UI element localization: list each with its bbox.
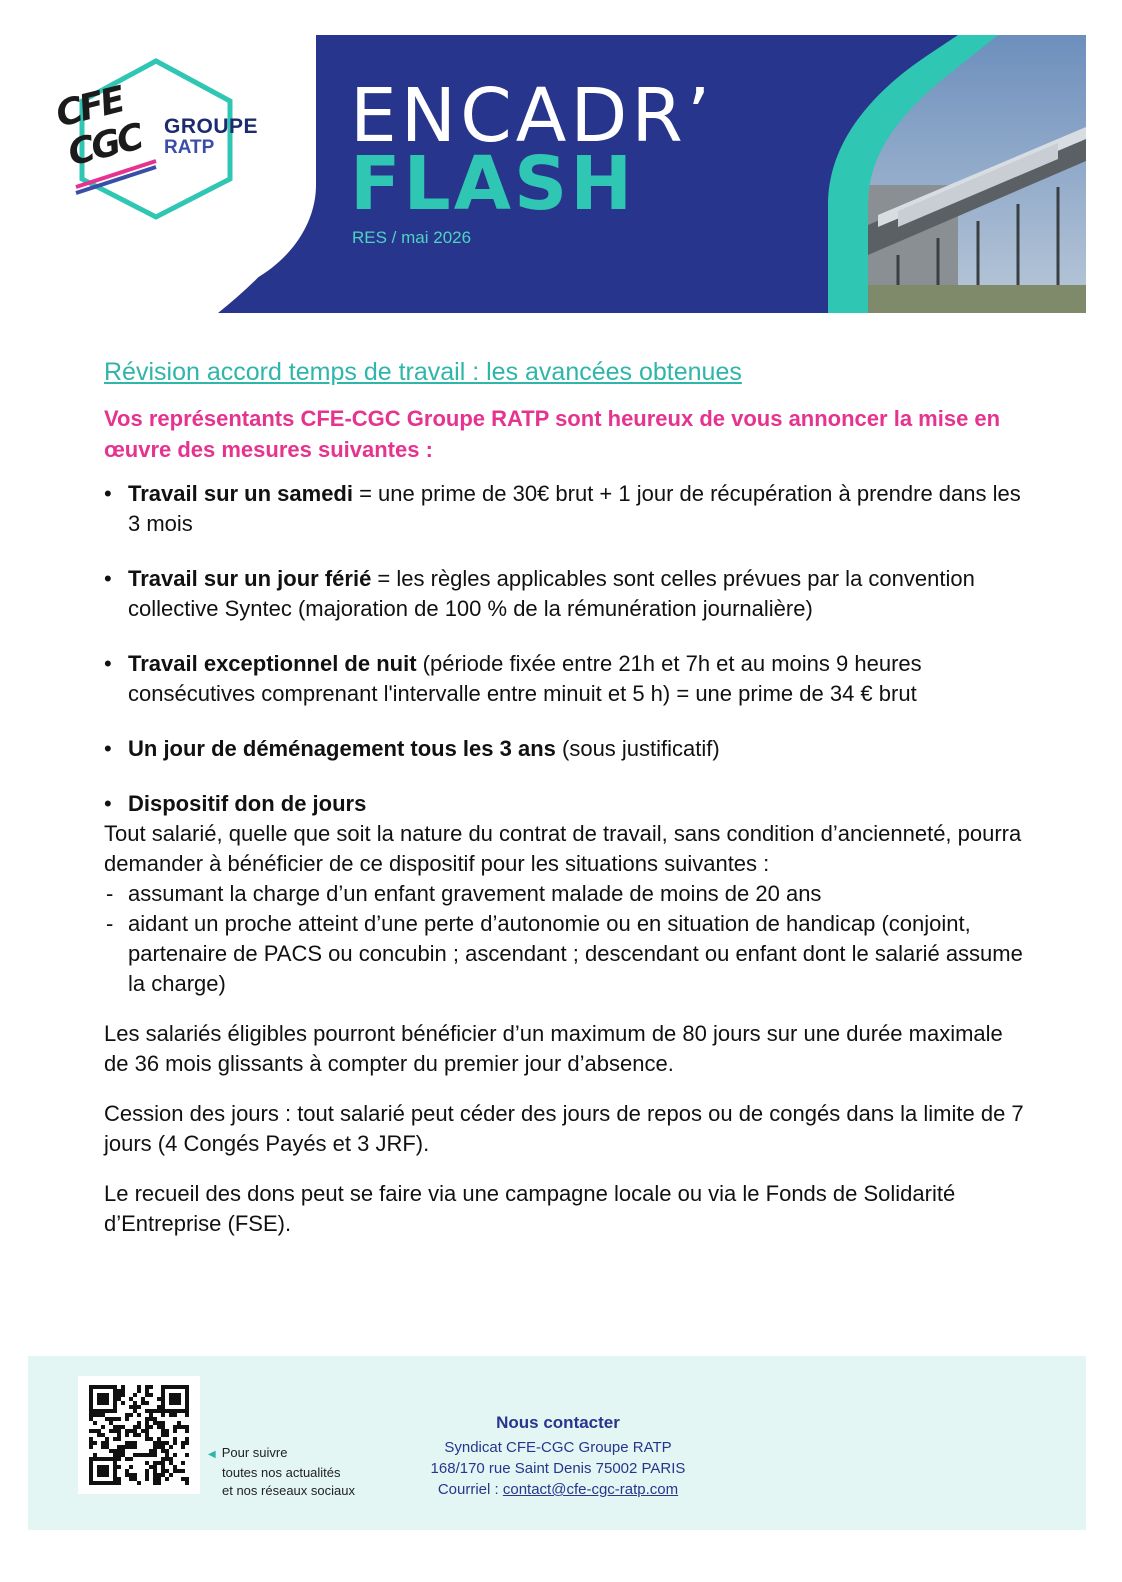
contact-title: Nous contacter xyxy=(496,1413,620,1432)
measure-title: Travail exceptionnel de nuit xyxy=(128,651,417,676)
article-body xyxy=(104,358,1024,1239)
follow-line: et nos réseaux sociaux xyxy=(222,1483,355,1498)
logo-text-cgc: CGC xyxy=(64,116,146,175)
logo-text-cfe: CFE xyxy=(52,79,127,136)
follow-line: toutes nos actualités xyxy=(222,1465,341,1480)
article-intro: Vos représentants CFE-CGC Groupe RATP sont heureux de vous annoncer la mise en œuvre des mesures suivantes : xyxy=(104,406,1001,462)
measure-text: = les règles applicables sont celles prévues par la convention collective Syntec (majoration de 100 % de la rémunération journalière) xyxy=(128,566,975,621)
measure-title: Un jour de déménagement tous les 3 ans xyxy=(128,736,556,761)
follow-us-text xyxy=(208,1444,355,1500)
measure-title: Travail sur un samedi xyxy=(128,481,353,506)
collection-paragraph: Le recueil des dons peut se faire via une campagne locale ou via le Fonds de Solidarité d’Entreprise (FSE). xyxy=(104,1181,956,1236)
triangle-left-icon: ◀ xyxy=(208,1449,216,1460)
newsletter-title-flash: FLASH xyxy=(350,141,636,227)
logo-text-ratp: RATP xyxy=(164,137,215,158)
list-item: - assumant la charge d’un enfant gravement malade de moins de 20 ans xyxy=(104,879,1024,909)
measure-text: = une prime de 30€ brut + 1 jour de récupération à prendre dans les 3 mois xyxy=(128,481,1021,536)
don-intro-paragraph: Tout salarié, quelle que soit la nature du contrat de travail, sans condition d’ancienneté, pourra demander à bénéficier de ce dispositif pour les situations suivantes : xyxy=(104,821,1022,876)
metro-viaduct-photo xyxy=(808,35,1086,313)
measure-text: (période fixée entre 21h et 7h et au moins 9 heures consécutives comprenant l'intervalle entre minuit et 5 h) = une prime de 34 € brut xyxy=(128,651,922,706)
list-item xyxy=(104,649,1024,709)
don-cases-list xyxy=(104,879,1024,999)
measure-text: (sous justificatif) xyxy=(555,736,720,761)
eligibility-paragraph: Les salariés éligibles pourront bénéficier d’un maximum de 80 jours sur une durée maximale de 36 mois glissants à compter du premier jour d’absence. xyxy=(104,1021,1003,1076)
contact-mail-label: Courriel : xyxy=(437,1481,503,1498)
follow-line xyxy=(208,1444,355,1464)
contact-organisation: Syndicat CFE-CGC Groupe RATP xyxy=(444,1439,672,1456)
list-item xyxy=(104,479,1024,539)
issue-label: RES / mai 2026 xyxy=(352,228,472,247)
contact-mail-line xyxy=(398,1479,718,1500)
logo-text-groupe: GROUPE xyxy=(164,115,259,138)
qr-code-graphic xyxy=(78,1376,200,1494)
contact-block xyxy=(398,1412,718,1500)
list-item: - aidant un proche atteint d’une perte d’autonomie ou en situation de handicap (conjoint, partenaire de PACS ou concubin ; ascendant ; descendant ou enfant dont le salarié assume la charge) xyxy=(104,909,1024,999)
cfe-cgc-logo xyxy=(46,57,266,222)
header-banner xyxy=(28,35,1086,313)
list-item xyxy=(104,789,1024,819)
list-item xyxy=(104,734,1024,764)
newsletter-title-encadr: ENCADR’ xyxy=(350,73,715,159)
measure-title: Travail sur un jour férié xyxy=(128,566,372,591)
contact-email-link[interactable]: contact@cfe-cgc-ratp.com xyxy=(502,1481,679,1498)
contact-address: 168/170 rue Saint Denis 75002 PARIS xyxy=(430,1460,686,1477)
article-headline: Révision accord temps de travail : les avancées obtenues xyxy=(104,358,742,386)
cession-paragraph: Cession des jours : tout salarié peut céder des jours de repos ou de congés dans la limite de 7 jours (4 Congés Payés et 3 JRF). xyxy=(104,1101,1024,1156)
qr-code-icon[interactable] xyxy=(78,1376,200,1494)
measure-title: Dispositif don de jours xyxy=(128,791,367,816)
measures-list xyxy=(104,479,1024,819)
follow-line-text: Pour suivre xyxy=(221,1445,288,1460)
list-item xyxy=(104,564,1024,624)
footer xyxy=(28,1356,1086,1530)
